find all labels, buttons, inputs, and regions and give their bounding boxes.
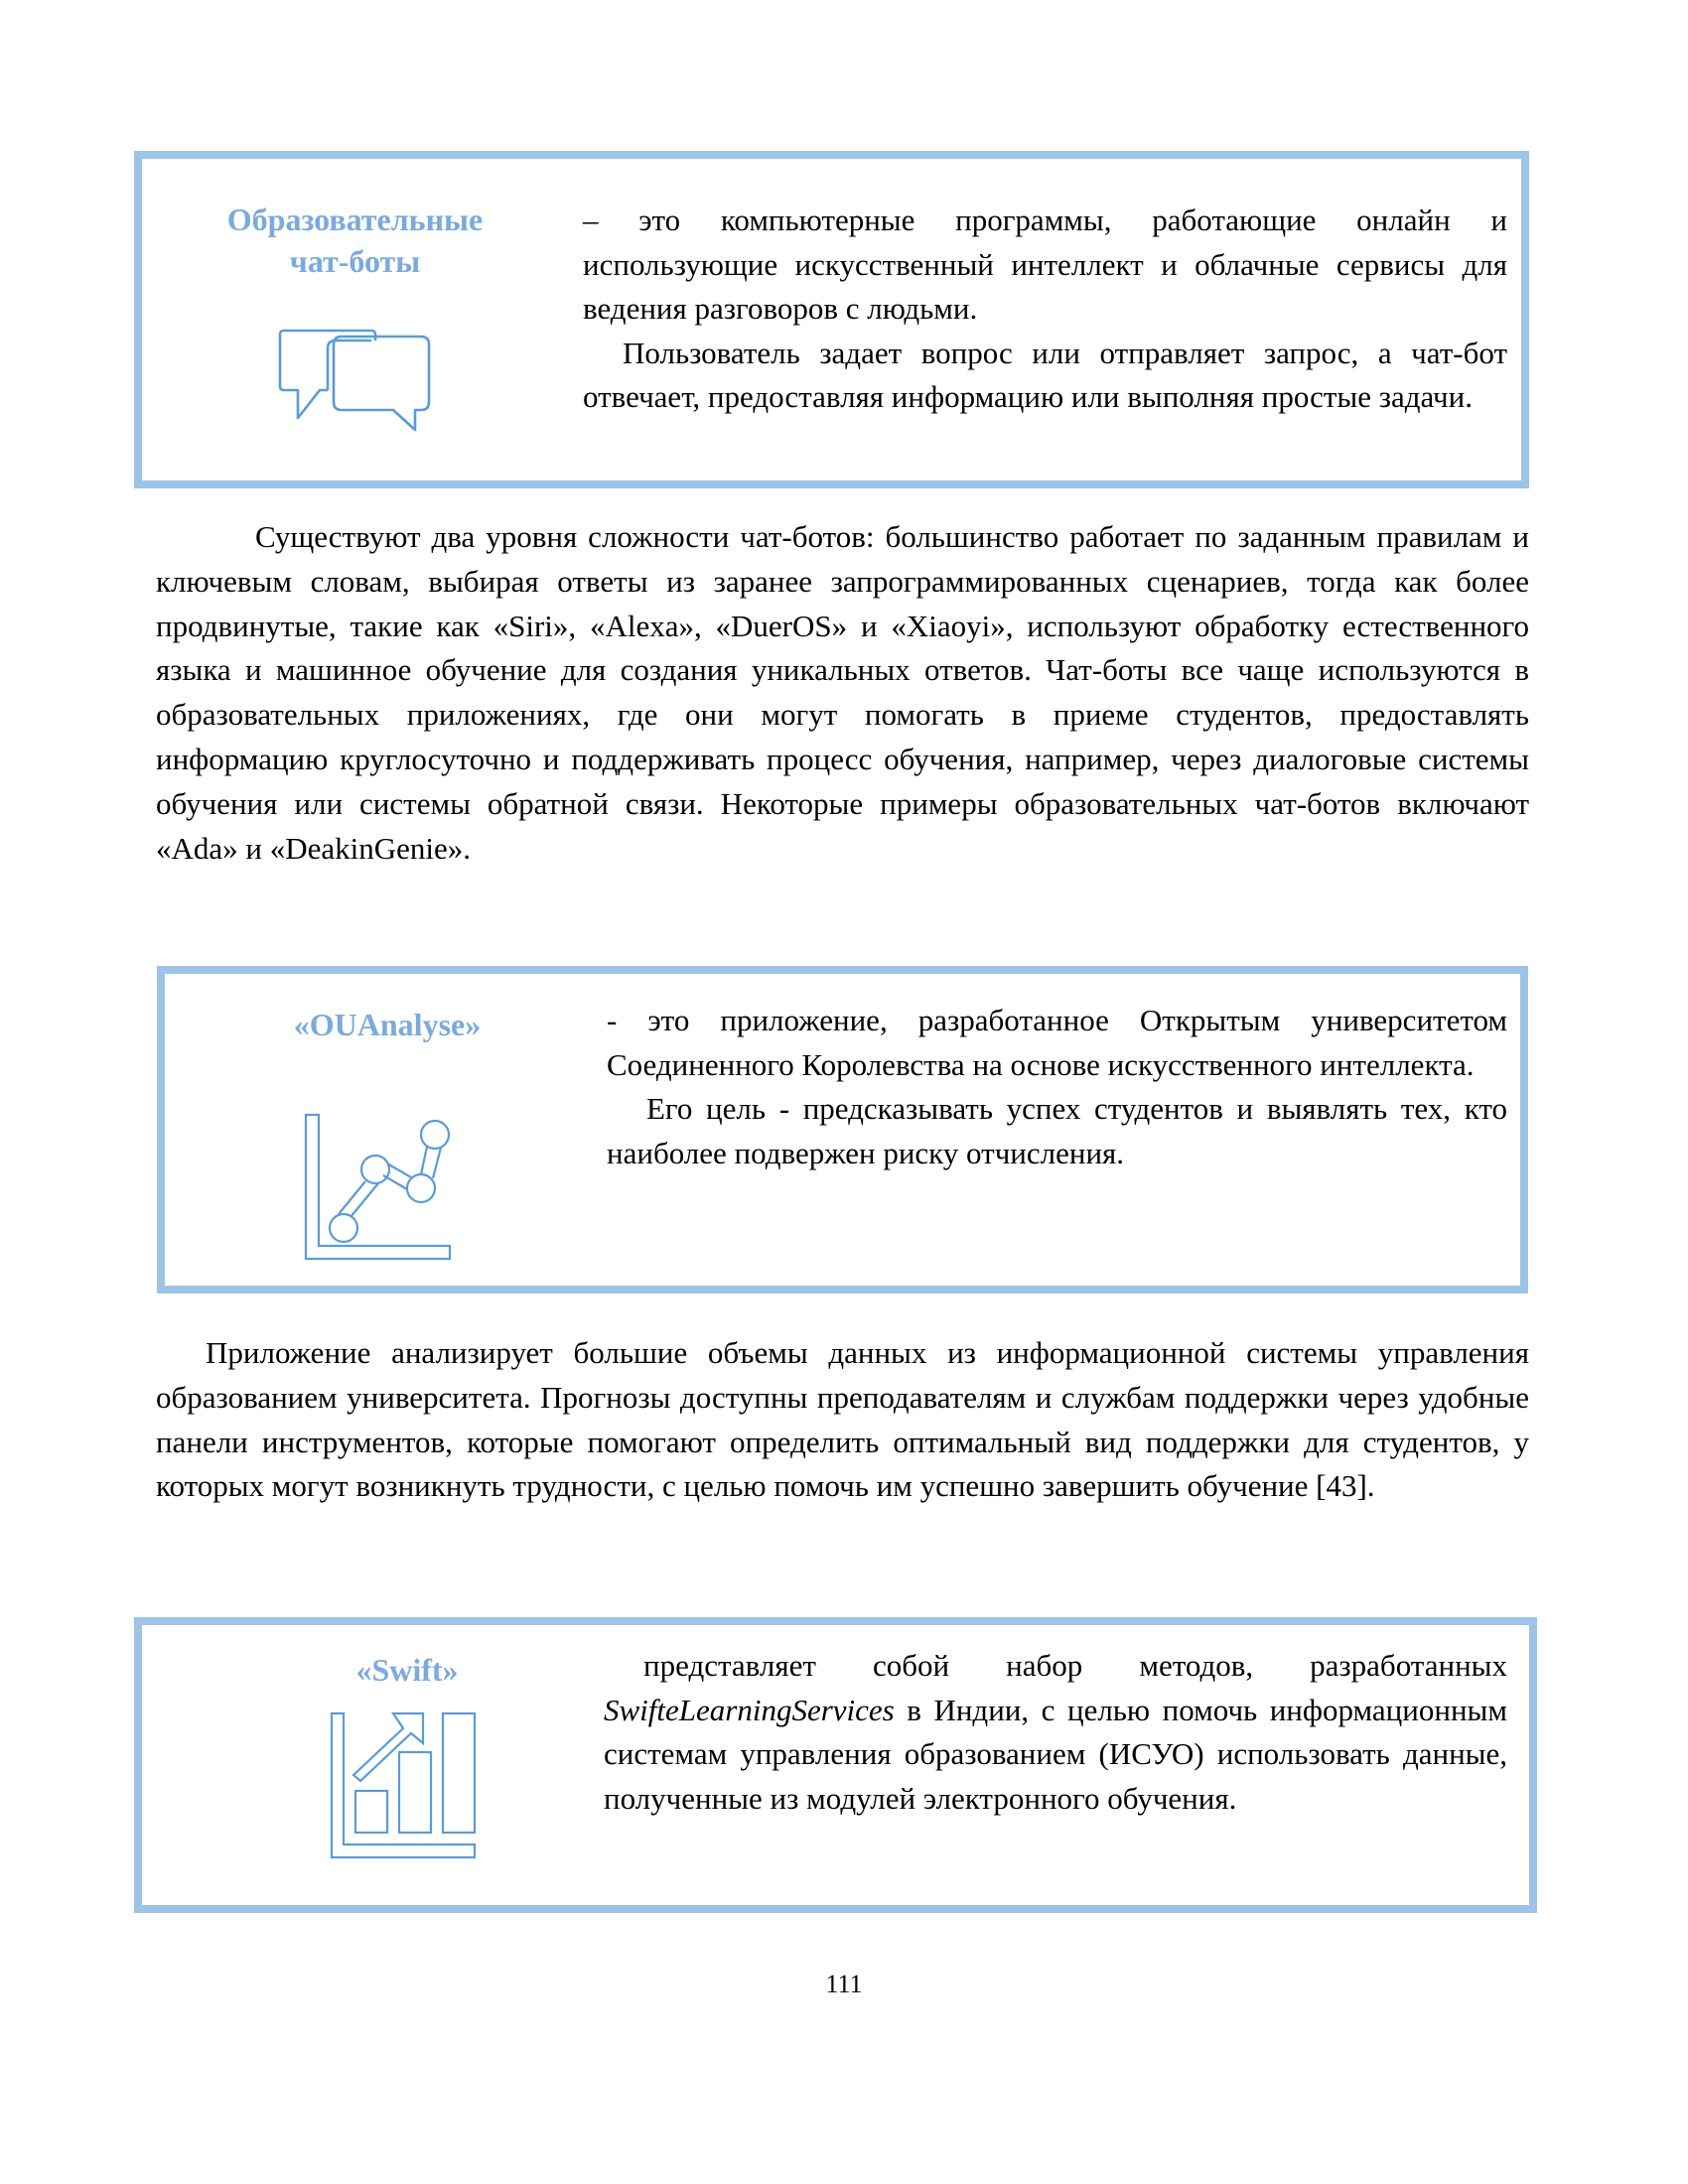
description-text: Его цель - предсказывать успех студентов и выявлять тех, кто наиболее подвержен риску отчисления. xyxy=(607,1091,1507,1170)
box-title-swift: «Swift» xyxy=(355,1652,459,1688)
page-number: 111 xyxy=(825,1970,863,1998)
bar-chart-growth-icon xyxy=(330,1711,477,1860)
box-title-line-2: чат-боты xyxy=(289,243,421,279)
definition-text-start: представляет собой набор методов, разработанных xyxy=(643,1648,1507,1683)
box-title-line-1: Образовательные xyxy=(226,202,484,237)
box-title-chatbots xyxy=(179,199,531,282)
company-name: SwifteLearningServices xyxy=(604,1692,895,1727)
line-chart-icon xyxy=(304,1112,453,1263)
definition-text-end: в Индии, с целью помочь информационным системам управления образованием (ИСУО) использовать данные, полученные из модулей электронного обучения. xyxy=(604,1692,1507,1816)
definition-text xyxy=(604,1644,1507,1821)
box-text-swift xyxy=(604,1644,1507,1821)
body-paragraph-2: Приложение анализирует большие объемы данных из информационной системы управления образованием университета. Прогнозы доступны преподавателям и службам поддержки через удобные панели инструментов, которые помогают определить оптимальный вид поддержки для студентов, у которых могут возникнуть трудности, с целью помочь им успешно завершить обучение [43]. xyxy=(156,1335,1529,1504)
definition-text: - это приложение, разработанное Открытым университетом Соединенного Королевства на основе искусственного интеллекта. xyxy=(607,1003,1507,1082)
chat-bubbles-icon xyxy=(276,323,433,434)
description-text: Пользователь задает вопрос или отправляет запрос, а чат-бот отвечает, предоставляя информацию или выполняя простые задачи. xyxy=(583,335,1507,414)
body-paragraph-1: Существуют два уровня сложности чат-ботов: большинство работает по заданным правилам и ключевым словам, выбирая ответы из заранее запрограммированных сценариев, тогда как более продвинутые, такие как «Siri», «Alexa», «DuerOS» и «Xiaoyi», используют обработку естественного языка и машинное обучение для создания уникальных ответов. Чат-боты все чаще используются в образовательных приложениях, где они могут помогать в приеме студентов, предоставлять информацию круглосуточно и поддерживать процесс обучения, например, через диалоговые системы обучения или системы обратной связи. Некоторые примеры образовательных чат-ботов включают «Ada» и «DeakinGenie». xyxy=(156,519,1529,866)
definition-text: – это компьютерные программы, работающие онлайн и использующие искусственный интеллект и облачные сервисы для ведения разговоров с людьми. xyxy=(583,203,1507,326)
box-title-ouanalyse: «OUAnalyse» xyxy=(293,1007,482,1042)
box-text-chatbots xyxy=(583,199,1507,420)
box-text-ouanalyse xyxy=(607,999,1507,1175)
